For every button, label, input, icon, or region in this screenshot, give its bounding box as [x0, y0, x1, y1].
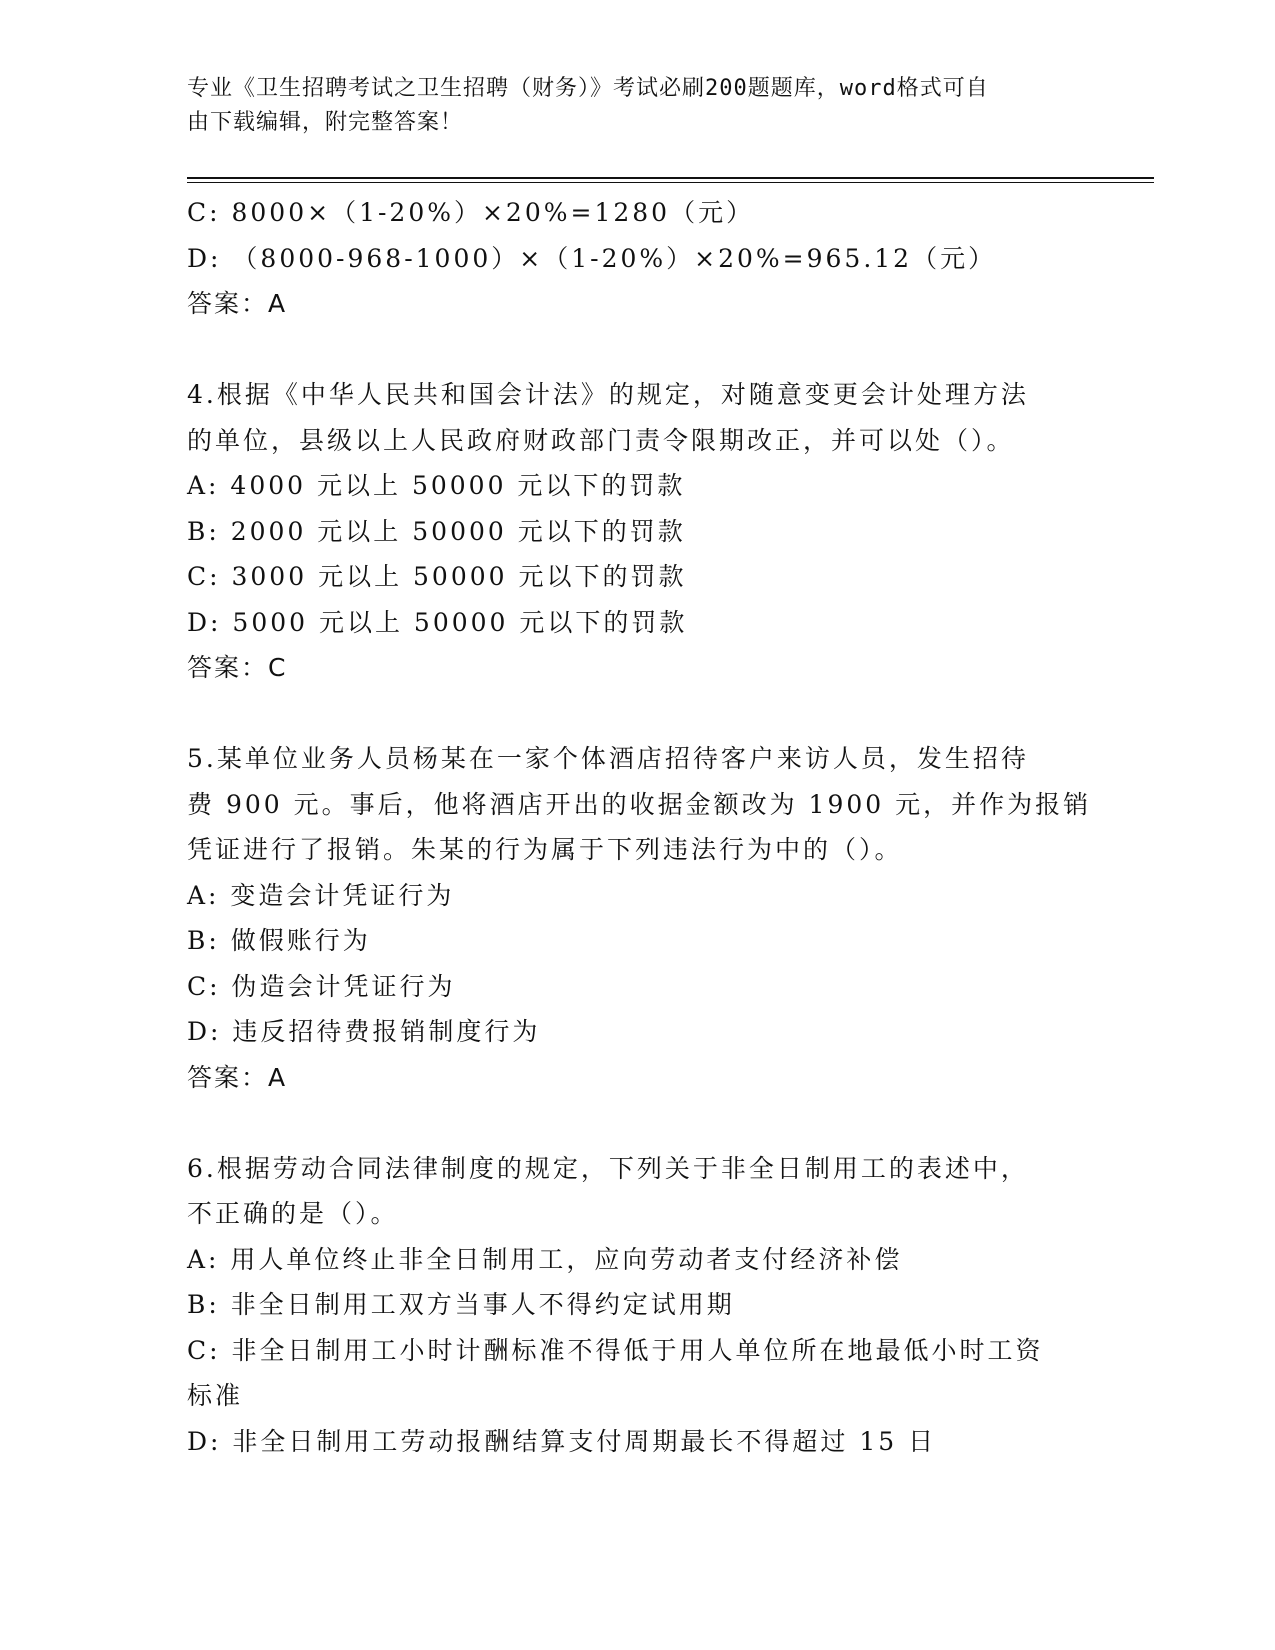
q6-option-c-line-1: C: 非全日制用工小时计酬标准不得低于用人单位所在地最低小时工资	[187, 1335, 1044, 1365]
spacer	[187, 327, 1087, 373]
q3-answer: 答案：A	[187, 289, 288, 318]
document-header	[187, 72, 1067, 140]
question-6	[187, 1146, 1087, 1465]
q5-option-b: B: 做假账行为	[187, 926, 371, 955]
q5-stem-line-2: 费 900 元。事后，他将酒店开出的收据金额改为 1900 元，并作为报销	[187, 789, 1092, 819]
q4-option-c: C: 3000 元以上 50000 元以下的罚款	[187, 562, 687, 591]
q5-stem-line-3: 凭证进行了报销。朱某的行为属于下列违法行为中的（）。	[187, 835, 903, 864]
q5-answer: 答案：A	[187, 1062, 288, 1092]
spacer	[187, 1100, 1087, 1146]
question-4	[187, 372, 1087, 691]
q5-option-c: C: 伪造会计凭证行为	[187, 971, 456, 1001]
spacer	[187, 691, 1087, 737]
q6-stem-line-1: 6.根据劳动合同法律制度的规定，下列关于非全日制用工的表述中，	[187, 1153, 1029, 1183]
q3-option-d: D: （8000-968-1000）×（1-20%）×20%=965.12（元）	[187, 243, 997, 273]
header-line-1: 专业《卫生招聘考试之卫生招聘（财务）》考试必刷200题题库，word格式可自	[187, 76, 989, 101]
q4-option-b: B: 2000 元以上 50000 元以下的罚款	[187, 516, 686, 546]
q6-option-c-line-2: 标准	[187, 1381, 244, 1410]
q5-option-a: A: 变造会计凭证行为	[187, 880, 455, 910]
q3-option-c: C: 8000×（1-20%）×20%=1280（元）	[187, 198, 755, 227]
header-line-2: 由下载编辑，附完整答案！	[187, 110, 464, 135]
q4-stem-line-2: 的单位，县级以上人民政府财政部门责令限期改正，并可以处（）。	[187, 425, 1015, 455]
q5-stem-line-1: 5.某单位业务人员杨某在一家个体酒店招待客户来访人员，发生招待	[187, 744, 1029, 773]
q4-answer: 答案：C	[187, 653, 288, 682]
q5-option-d: D: 违反招待费报销制度行为	[187, 1017, 541, 1046]
q4-option-d: D: 5000 元以上 50000 元以下的罚款	[187, 607, 688, 637]
header-divider-thick	[187, 177, 1154, 179]
q4-stem-line-1: 4.根据《中华人民共和国会计法》的规定，对随意变更会计处理方法	[187, 380, 1029, 409]
question-3-tail	[187, 190, 1087, 327]
q6-option-b: B: 非全日制用工双方当事人不得约定试用期	[187, 1290, 735, 1319]
question-5	[187, 736, 1092, 1100]
header-divider-thin	[187, 182, 1154, 183]
q6-stem-line-2: 不正确的是（）。	[187, 1199, 399, 1228]
q6-option-d: D: 非全日制用工劳动报酬结算支付周期最长不得超过 15 日	[187, 1426, 937, 1456]
q4-option-a: A: 4000 元以上 50000 元以下的罚款	[187, 471, 686, 500]
document-body	[187, 190, 1092, 1464]
q6-option-a: A: 用人单位终止非全日制用工，应向劳动者支付经济补偿	[187, 1244, 903, 1274]
